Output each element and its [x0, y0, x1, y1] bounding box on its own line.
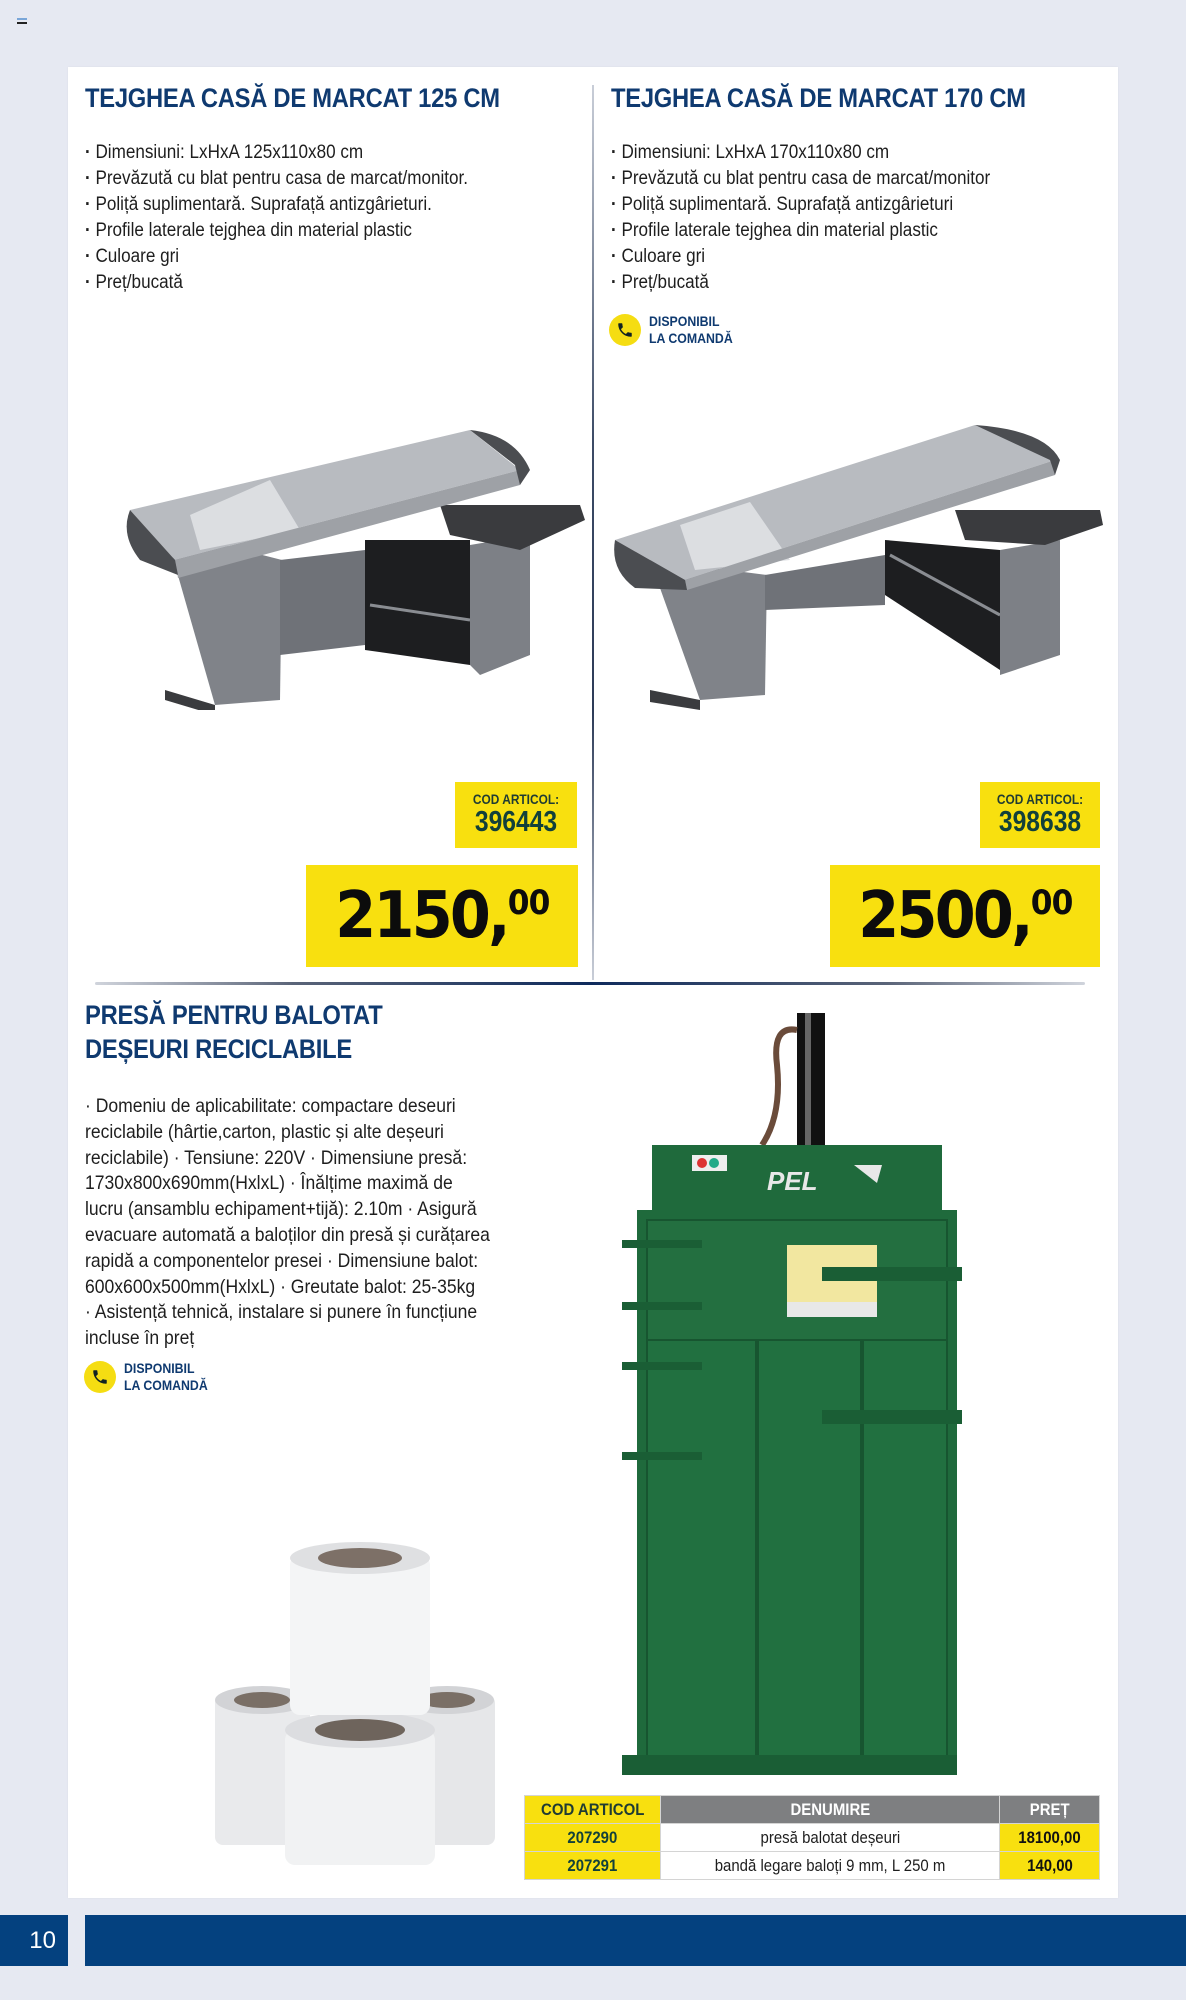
price-integer: 2500	[857, 879, 1011, 953]
spec-item: · Culoare gri	[85, 244, 468, 270]
cell-pret: 140,00	[1000, 1852, 1100, 1880]
baler-title	[85, 998, 382, 1066]
cod-articol-box-125	[455, 782, 577, 848]
spec-item: · Preț/bucată	[611, 270, 990, 296]
description-line: 600x600x500mm(HxlxL) · Greutate balot: 25-35kg	[85, 1275, 476, 1298]
price-decimals: 00	[1030, 883, 1073, 923]
phone-icon	[84, 1361, 116, 1393]
cod-articol-label: COD ARTICOL:	[996, 791, 1084, 807]
spec-item: · Poliță suplimentară. Suprafață antizgârieturi	[611, 192, 990, 218]
product-title-170: TEJGHEA CASĂ DE MARCAT 170 CM	[611, 83, 1026, 113]
product-specs-125	[85, 140, 468, 296]
availability-badge-baler	[84, 1360, 219, 1394]
page-number: 10	[0, 1915, 68, 1966]
price-integer: 2150	[334, 879, 488, 953]
price-tag-125	[306, 865, 578, 967]
product-title-125: TEJGHEA CASĂ DE MARCAT 125 CM	[85, 83, 500, 113]
availability-line-1: DISPONIBIL	[649, 313, 720, 329]
col-header-pret: PREȚ	[1000, 1796, 1100, 1824]
cell-denumire: bandă legare baloți 9 mm, L 250 m	[661, 1852, 1000, 1880]
baler-title-line-2: DEȘEURI RECICLABILE	[85, 1034, 352, 1064]
table-row	[525, 1852, 1100, 1880]
phone-icon	[609, 314, 641, 346]
col-header-cod: COD ARTICOL	[525, 1796, 661, 1824]
product-specs-170	[611, 140, 990, 296]
price-comma: ,	[1010, 879, 1031, 953]
spec-item: · Poliță suplimentară. Suprafață antizgârieturi.	[85, 192, 468, 218]
cell-denumire: presă balotat deșeuri	[661, 1824, 1000, 1852]
cod-articol-number: 396443	[474, 806, 558, 838]
availability-line-2: LA COMANDĂ	[649, 330, 733, 346]
footer-bar	[85, 1915, 1186, 1966]
cod-articol-label: COD ARTICOL:	[472, 791, 560, 807]
baler-description	[85, 1094, 490, 1352]
description-line: · Domeniu de aplicabilitate: compactare deseuri	[85, 1095, 456, 1117]
cell-cod: 207290	[525, 1824, 661, 1852]
table-row	[525, 1824, 1100, 1852]
spec-item: · Prevăzută cu blat pentru casa de marcat/monitor.	[85, 166, 468, 192]
price-comma: ,	[487, 879, 508, 953]
spec-item: · Profile laterale tejghea din material plastic	[611, 218, 990, 244]
description-line: 1730x800x690mm(HxlxL) · Înălțime maximă de	[85, 1172, 453, 1195]
description-line: reciclabile (hârtie,carton, plastic și alte deșeuri	[85, 1120, 444, 1143]
checkout-counter-170-image	[605, 410, 1105, 715]
availability-line-2: LA COMANDĂ	[124, 1377, 208, 1393]
price-tag-170	[830, 865, 1100, 967]
col-header-denumire: DENUMIRE	[661, 1796, 1000, 1824]
cell-pret: 18100,00	[1000, 1824, 1100, 1852]
description-line: lucru (ansamblu echipament+tijă): 2.10m · Asigură	[85, 1198, 477, 1221]
binding-tape-rolls-image	[210, 1540, 500, 1875]
description-line: · Asistență tehnică, instalare si punere în funcțiune	[85, 1301, 478, 1324]
availability-line-1: DISPONIBIL	[124, 1360, 195, 1376]
machine-brand: PEL	[767, 1166, 818, 1196]
spec-item: · Profile laterale tejghea din material plastic	[85, 218, 468, 244]
cell-cod: 207291	[525, 1852, 661, 1880]
product-price-table	[524, 1795, 1100, 1880]
cod-articol-box-170	[980, 782, 1100, 848]
table-header-row	[525, 1796, 1100, 1824]
spec-item: · Prevăzută cu blat pentru casa de marcat/monitor	[611, 166, 990, 192]
availability-badge-170	[609, 313, 744, 347]
spec-item: · Preț/bucată	[85, 270, 468, 296]
description-line: rapidă a componentelor presei · Dimensiune balot:	[85, 1249, 479, 1272]
column-divider	[592, 85, 594, 980]
description-line: reciclabile) · Tensiune: 220V · Dimensiune presă:	[85, 1146, 468, 1169]
checkout-counter-125-image	[120, 410, 590, 715]
price-decimals: 00	[507, 883, 550, 923]
section-divider	[95, 982, 1085, 985]
hamburger-menu-icon[interactable]	[17, 18, 27, 26]
baler-machine-image	[622, 1005, 1002, 1790]
spec-item: · Dimensiuni: LxHxA 125x110x80 cm	[85, 140, 468, 166]
spec-item: · Culoare gri	[611, 244, 990, 270]
description-line: incluse în preț	[85, 1327, 195, 1350]
spec-item: · Dimensiuni: LxHxA 170x110x80 cm	[611, 140, 990, 166]
baler-title-line-1: PRESĂ PENTRU BALOTAT	[85, 1000, 383, 1030]
cod-articol-number: 398638	[998, 806, 1082, 838]
description-line: evacuare automată a baloților din presă și curățarea	[85, 1223, 490, 1246]
